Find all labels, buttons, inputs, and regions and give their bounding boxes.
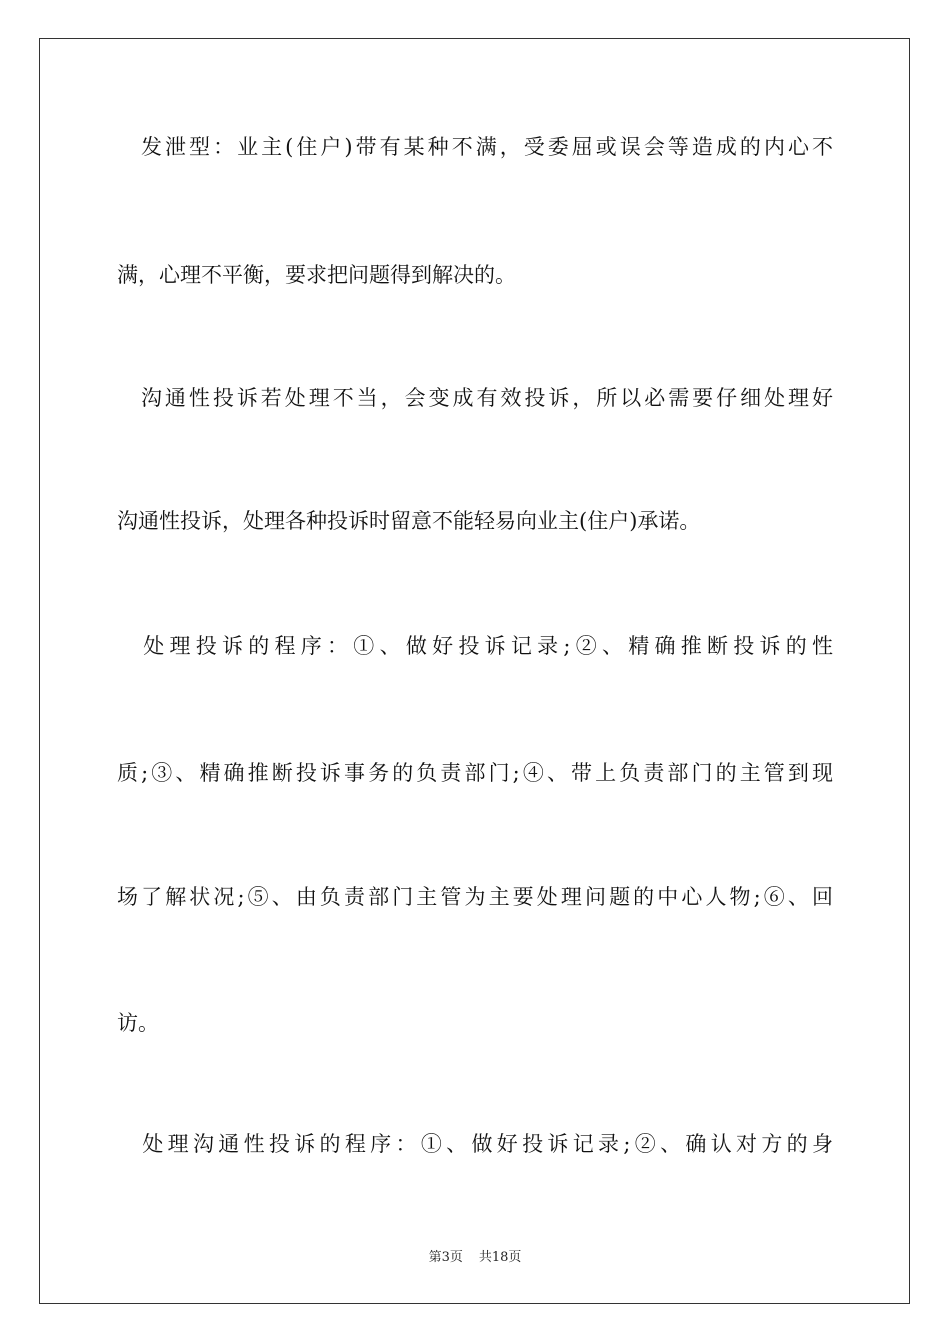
text-line: 访。 (117, 1011, 159, 1035)
text-line: 处理沟通性投诉的程序：①、做好投诉记录;②、确认对方的身 (117, 1132, 833, 1156)
page-number: 第3页 (428, 1250, 463, 1265)
text-line: 满，心理不平衡，要求把问题得到解决的。 (117, 263, 516, 287)
page-frame (39, 38, 910, 1304)
text-line: 处理投诉的程序：①、做好投诉记录;②、精确推断投诉的性 (117, 634, 833, 658)
page-footer (0, 1249, 950, 1267)
text-line: 发泄型：业主(住户)带有某种不满，受委屈或误会等造成的内心不 (117, 135, 833, 159)
total-pages: 共18页 (478, 1250, 522, 1265)
text-line: 场了解状况;⑤、由负责部门主管为主要处理问题的中心人物;⑥、回 (117, 885, 833, 909)
text-line: 沟通性投诉若处理不当，会变成有效投诉，所以必需要仔细处理好 (117, 386, 833, 410)
text-line: 质;③、精确推断投诉事务的负责部门;④、带上负责部门的主管到现 (117, 761, 833, 785)
text-line: 沟通性投诉，处理各种投诉时留意不能轻易向业主(住户)承诺。 (117, 509, 701, 533)
